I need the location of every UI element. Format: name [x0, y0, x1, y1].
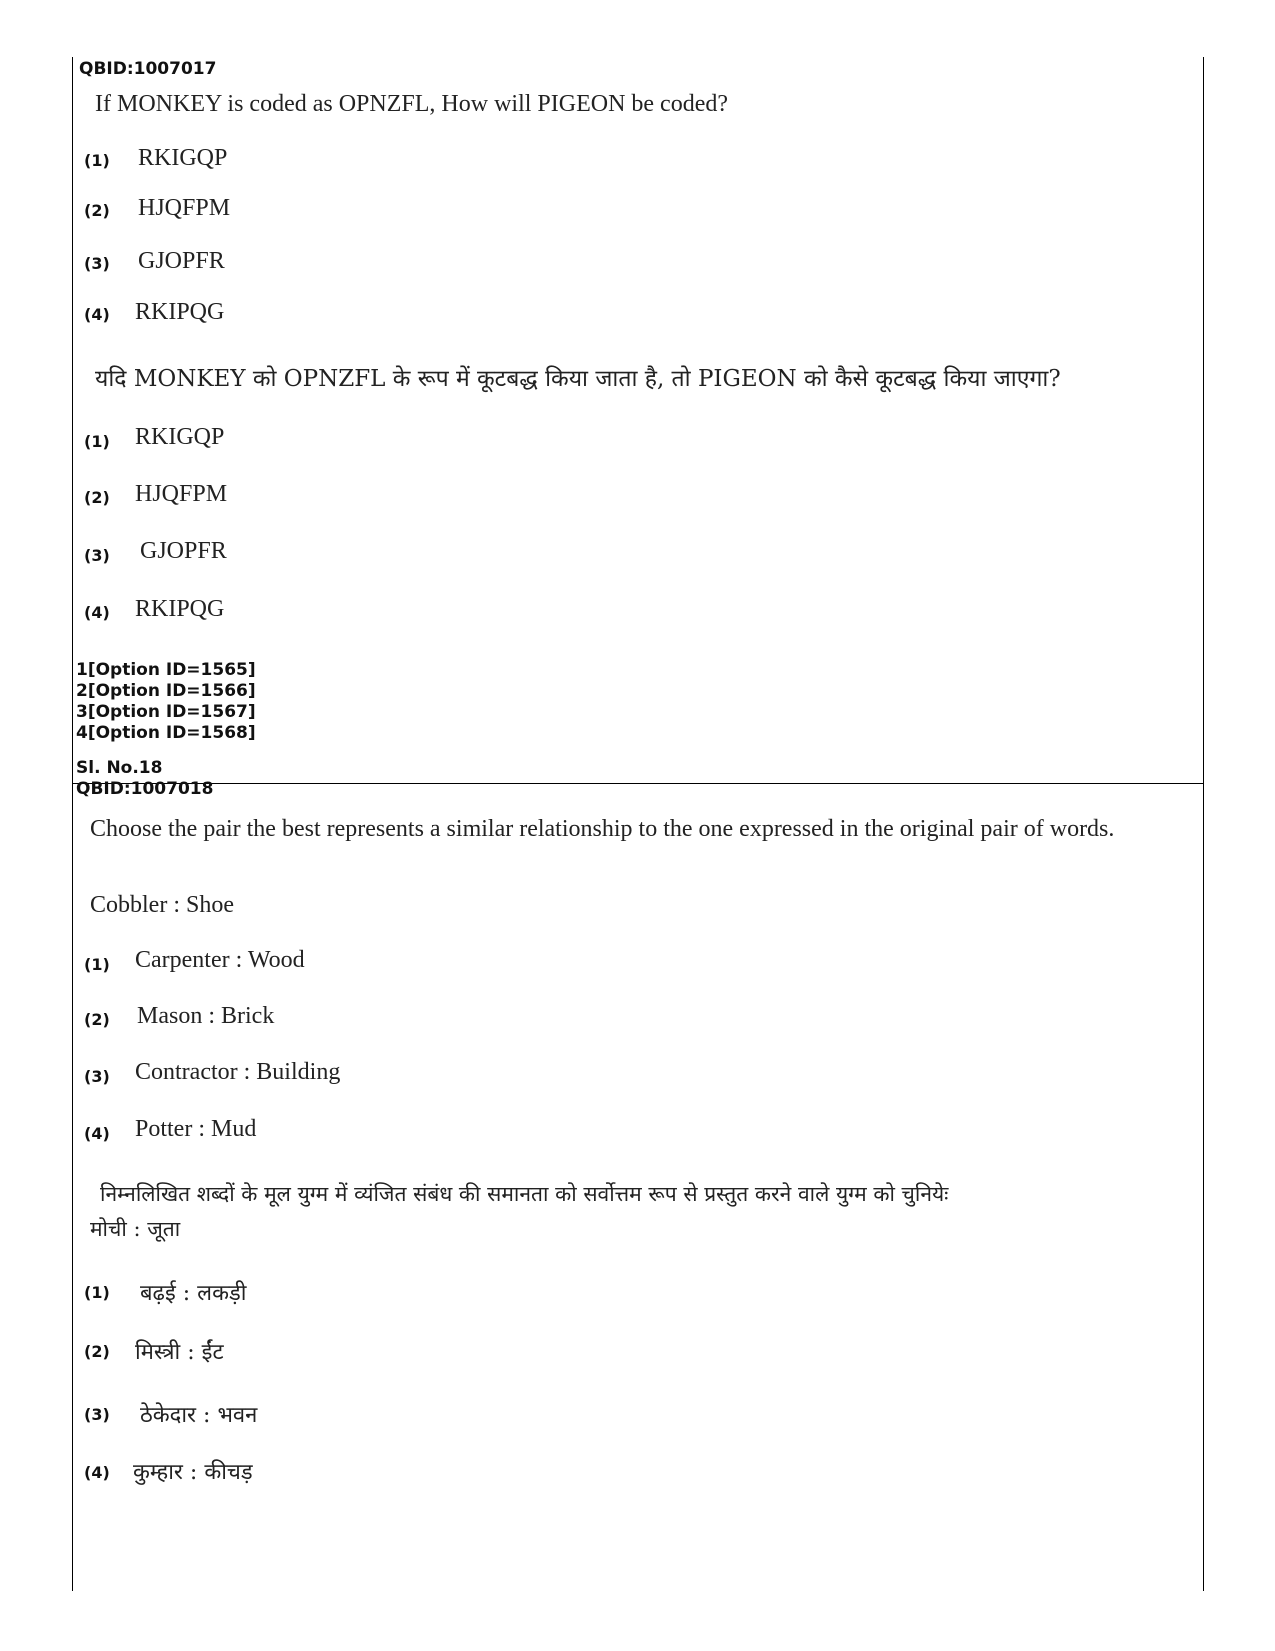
q17-en-option-4-num: (4)	[84, 305, 110, 324]
right-border	[1203, 57, 1204, 1591]
q17-en-option-2-num: (2)	[84, 201, 110, 220]
q18-en-option-4-num: (4)	[84, 1124, 110, 1143]
q18-en-option-4-text: Potter : Mud	[135, 1116, 257, 1142]
option-id-1: 1[Option ID=1565]	[76, 660, 256, 680]
q17-question-en: If MONKEY is coded as OPNZFL, How will PIGEON be coded?	[95, 91, 729, 117]
q17-en-option-1-text: RKIGQP	[138, 145, 228, 171]
q18-hi-option-2-text: मिस्त्री : ईंट	[135, 1340, 224, 1365]
q17-en-option-4-text: RKIPQG	[135, 299, 225, 325]
q17-hi-option-2-num: (2)	[84, 488, 110, 507]
q18-hi-option-3-num: (3)	[84, 1405, 110, 1424]
q18-hi-option-3-text: ठेकेदार : भवन	[140, 1403, 258, 1428]
q18-en-option-3-num: (3)	[84, 1067, 110, 1086]
q17-option-ids	[76, 660, 256, 744]
q18-question-hi: निम्नलिखित शब्दों के मूल युग्म में व्यंजित संबंध की समानता को सर्वोत्तम रूप से प्रस्तुत करने वाले युग्म को चुनियेः	[100, 1182, 949, 1206]
q18-hi-option-4-text: कुम्हार : कीचड़	[133, 1460, 253, 1485]
q18-en-option-3-text: Contractor : Building	[135, 1059, 341, 1085]
q17-hi-option-3-num: (3)	[84, 546, 110, 565]
option-id-4: 4[Option ID=1568]	[76, 723, 256, 743]
question-divider	[72, 783, 1204, 784]
q17-hi-option-4-num: (4)	[84, 603, 110, 622]
q18-qbid: QBID:1007018	[76, 779, 214, 799]
q18-sl-no: Sl. No.18	[76, 758, 163, 778]
option-id-2: 2[Option ID=1566]	[76, 681, 256, 701]
q18-en-option-1-num: (1)	[84, 955, 110, 974]
q17-hi-option-4-text: RKIPQG	[135, 596, 225, 622]
q17-en-option-3-text: GJOPFR	[138, 248, 225, 274]
q17-hi-option-2-text: HJQFPM	[135, 481, 228, 507]
q18-hi-option-1-num: (1)	[84, 1283, 110, 1302]
q18-hi-option-2-num: (2)	[84, 1342, 110, 1361]
q17-hi-option-3-text: GJOPFR	[140, 538, 227, 564]
q18-question-en: Choose the pair the best represents a similar relationship to the one expressed in the original pair of words.	[90, 816, 1115, 842]
q18-en-option-1-text: Carpenter : Wood	[135, 947, 305, 973]
q17-en-option-3-num: (3)	[84, 254, 110, 273]
q17-hi-option-1-text: RKIGQP	[135, 424, 225, 450]
option-id-3: 3[Option ID=1567]	[76, 702, 256, 722]
q17-en-option-1-num: (1)	[84, 151, 110, 170]
q17-qbid: QBID:1007017	[79, 59, 217, 79]
q18-pair-en: Cobbler : Shoe	[90, 892, 234, 918]
q18-hi-option-1-text: बढ़ई : लकड़ी	[140, 1281, 247, 1306]
q18-pair-hi: मोची : जूता	[90, 1217, 181, 1241]
q17-en-option-2-text: HJQFPM	[138, 195, 231, 221]
q18-hi-option-4-num: (4)	[84, 1463, 110, 1482]
q17-hi-option-1-num: (1)	[84, 432, 110, 451]
left-border	[72, 57, 73, 1591]
q17-question-hi: यदि MONKEY को OPNZFL के रूप में कूटबद्ध किया जाता है, तो PIGEON को कैसे कूटबद्ध किया जाएगा?	[95, 366, 1061, 392]
q18-en-option-2-text: Mason : Brick	[137, 1003, 275, 1029]
q18-en-option-2-num: (2)	[84, 1010, 110, 1029]
